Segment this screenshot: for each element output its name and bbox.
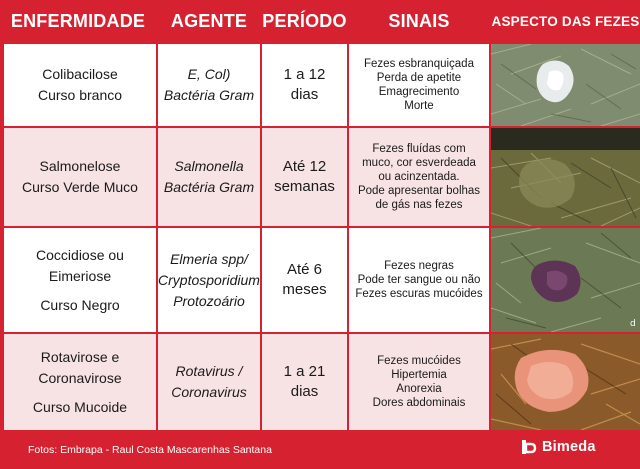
sign-line: Fezes negras (384, 260, 454, 272)
signs-cell (349, 44, 489, 126)
sign-line: Fezes esbranquiçada (364, 58, 474, 70)
photo-mark: d (630, 319, 636, 329)
header-agente: AGENTE (170, 10, 248, 31)
disease-cell (4, 44, 156, 126)
sign-line: de gás nas fezes (375, 199, 463, 211)
agent-name-alt: Cryptosporidium (158, 271, 260, 288)
disease-cell (4, 128, 156, 226)
sign-line: Perda de apetite (376, 72, 462, 84)
bimeda-logo (520, 438, 596, 456)
sign-line: Fezes mucóides (377, 355, 461, 367)
sign-line: Fezes fluídas com (372, 143, 466, 155)
feces-photo-dark (491, 228, 640, 332)
feces-photo-green (491, 128, 640, 226)
sign-line: Anorexia (396, 383, 442, 395)
sign-line: Hipertemia (391, 369, 447, 381)
disease-course: Curso Mucoide (32, 398, 128, 415)
disease-name: Salmonelose (39, 158, 121, 174)
sign-line: Emagrecimento (378, 86, 460, 98)
agent-name: Elmeria spp/ (170, 250, 248, 267)
table-row (0, 128, 640, 226)
table-row (0, 44, 640, 126)
period-unit: semanas (274, 178, 335, 195)
disease-course: Curso branco (37, 87, 123, 103)
signs-cell (349, 128, 489, 226)
disease-name: Rotavirose e (40, 348, 120, 365)
sign-line: Pode apresentar bolhas (357, 185, 481, 197)
period-unit: dias (290, 383, 319, 400)
sign-line: Morte (404, 100, 434, 112)
agent-cell (158, 44, 260, 126)
sign-line: Dores abdominais (372, 397, 466, 409)
period-value: Até 12 (282, 158, 327, 175)
agent-name: Rotavirus / (175, 363, 243, 379)
disease-course: Curso Verde Muco (22, 179, 138, 195)
disease-name-alt: Coronavirose (38, 369, 122, 386)
sign-line: Pode ter sangue ou não (357, 274, 481, 286)
disease-name-alt: Eimeriose (48, 267, 112, 284)
agent-type: Bactéria Gram (163, 87, 255, 103)
period-value: 1 a 21 (283, 363, 326, 380)
agent-type: Protozoário (173, 292, 245, 309)
sign-line: ou acinzentada. (378, 171, 460, 183)
feces-photo-white (491, 44, 640, 126)
signs-cell (349, 228, 489, 332)
agent-name: E, Col) (187, 66, 231, 82)
header-periodo: PERÍODO (262, 10, 347, 31)
agent-cell (158, 334, 260, 430)
disease-cell (4, 228, 156, 332)
period-unit: meses (282, 281, 327, 298)
disease-cell (4, 334, 156, 430)
disease-course: Curso Negro (40, 296, 120, 313)
disease-name: Colibacilose (42, 66, 118, 82)
bimeda-logo-icon (520, 438, 538, 456)
period-value: Até 6 (286, 261, 323, 278)
table-row (0, 334, 640, 430)
disease-name: Coccidiose ou (36, 246, 124, 263)
agent-name: Salmonella (174, 158, 244, 174)
agent-cell (158, 228, 260, 332)
agent-type: Bactéria Gram (163, 179, 255, 195)
period-value: 1 a 12 (283, 66, 326, 83)
agent-name-alt: Coronavirus (171, 384, 247, 400)
sign-line: Fezes escuras mucóides (355, 288, 483, 300)
feces-photo-mucoid (491, 334, 640, 430)
header-sinais: SINAIS (388, 10, 450, 31)
period-cell (262, 228, 347, 332)
period-cell (262, 128, 347, 226)
header-enfermidade: ENFERMIDADE (10, 10, 146, 31)
table-header (0, 0, 640, 42)
agent-cell (158, 128, 260, 226)
header-aspecto-das-fezes: ASPECTO DAS FEZES (491, 13, 640, 29)
period-unit: dias (290, 86, 319, 103)
sign-line: muco, cor esverdeada (362, 157, 476, 169)
photo-credit: Fotos: Embrapa - Raul Costa Mascarenhas Santana (28, 444, 272, 456)
signs-cell (349, 334, 489, 430)
period-cell (262, 44, 347, 126)
bimeda-logo-text: Bimeda (542, 439, 596, 455)
period-cell (262, 334, 347, 430)
table-row (0, 228, 640, 332)
